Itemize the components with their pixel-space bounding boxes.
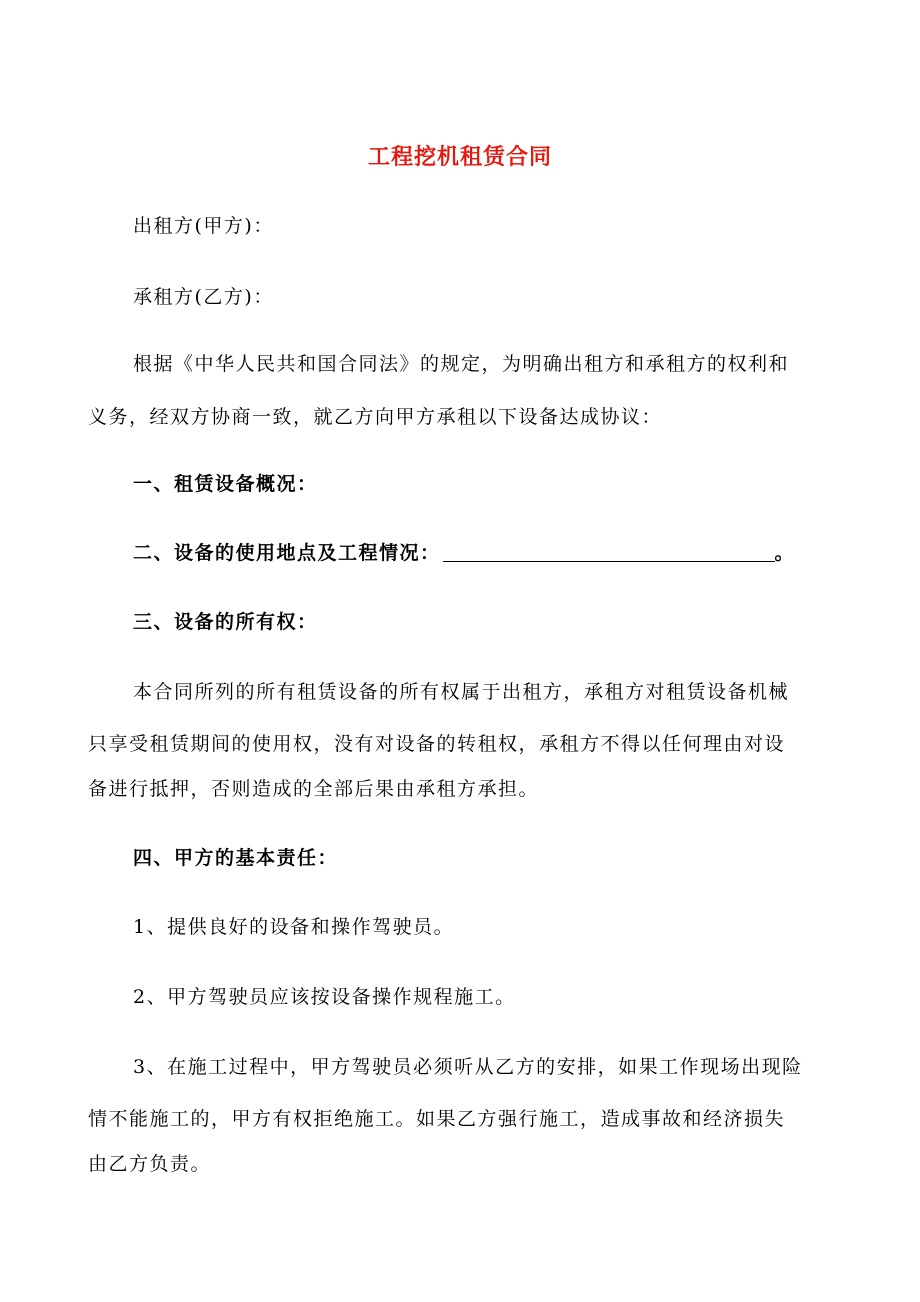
section-2-label: 二、设备的使用地点及工程情况： bbox=[133, 542, 441, 564]
item-3-line-3: 由乙方负责。 bbox=[88, 1153, 212, 1175]
item-2: 2、甲方驾驶员应该按设备操作规程施工。 bbox=[133, 986, 516, 1008]
section-3-body-line-2: 只享受租赁期间的使用权，没有对设备的转租权，承租方不得以任何理由对设 bbox=[88, 733, 786, 755]
document-title: 工程挖机租赁合同 bbox=[367, 144, 552, 170]
item-3-line-2: 情不能施工的，甲方有权拒绝施工。如果乙方强行施工，造成事故和经济损失 bbox=[88, 1108, 786, 1130]
location-blank-field[interactable] bbox=[443, 543, 775, 562]
section-3-body-line-3: 备进行抵押，否则造成的全部后果由承租方承担。 bbox=[88, 778, 540, 800]
lessee-line: 承租方(乙方)： bbox=[133, 286, 274, 308]
intro-line-1: 根据《中华人民共和国合同法》的规定，为明确出租方和承租方的权利和 bbox=[133, 353, 790, 375]
section-3-heading: 三、设备的所有权： bbox=[133, 611, 318, 633]
item-3-line-1: 3、在施工过程中，甲方驾驶员必须听从乙方的安排，如果工作现场出现险 bbox=[133, 1056, 803, 1078]
section-4-heading: 四、甲方的基本责任： bbox=[133, 847, 339, 869]
section-1-heading: 一、租赁设备概况： bbox=[133, 473, 318, 495]
item-1: 1、提供良好的设备和操作驾驶员。 bbox=[133, 916, 455, 938]
lessor-line: 出租方(甲方)： bbox=[133, 215, 274, 237]
intro-line-2: 义务，经双方协商一致，就乙方向甲方承租以下设备达成协议： bbox=[88, 406, 663, 428]
section-3-body-line-1: 本合同所列的所有租赁设备的所有权属于出租方，承租方对租赁设备机械 bbox=[133, 681, 790, 703]
section-2-end: 。 bbox=[774, 542, 796, 564]
section-2-heading bbox=[133, 541, 833, 565]
